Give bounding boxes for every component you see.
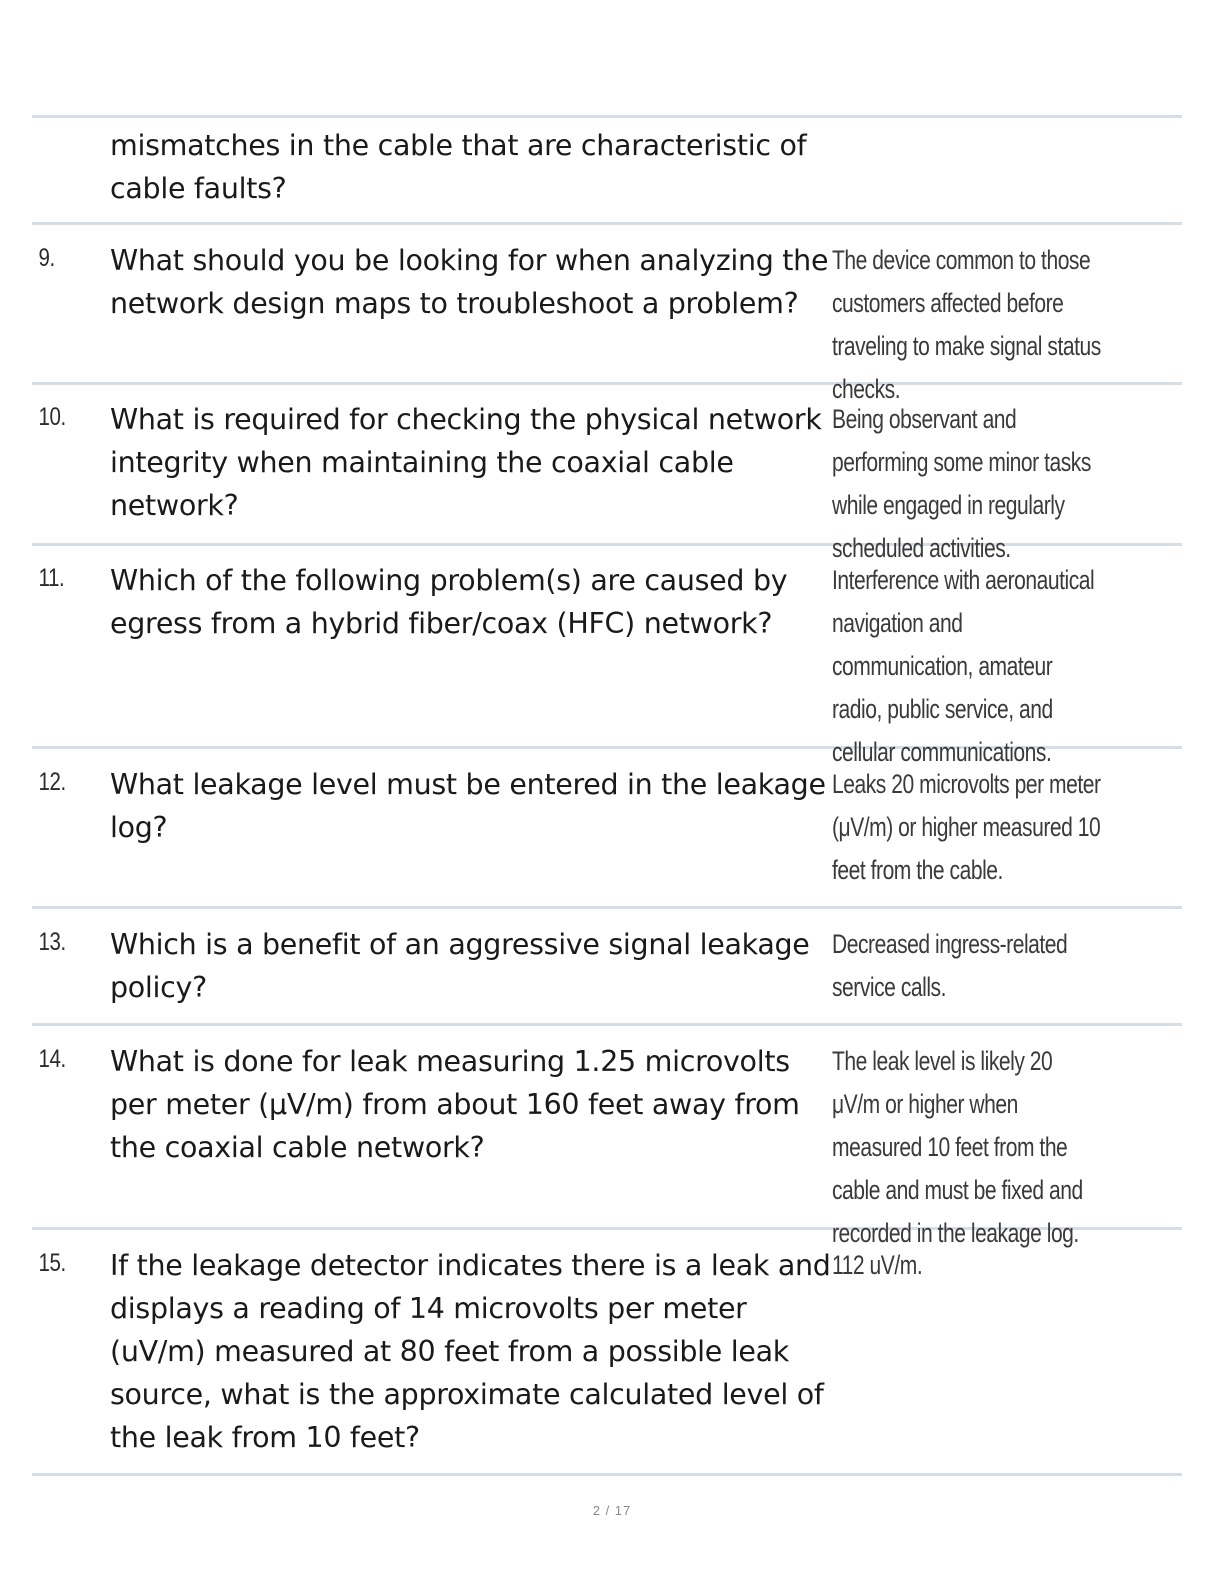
question-number: 10. — [38, 403, 66, 431]
question-number: 9. — [38, 244, 55, 272]
answer-text: Being observant and performing some minor tasks while engaged in regularly scheduled activities. — [832, 404, 1091, 563]
answer-text: The leak level is likely 20 μV/m or higher when measured 10 feet from the cable and must be fixed and recorded in the leakage log. — [832, 1046, 1083, 1248]
page-indicator: 2 / 17 — [592, 1503, 632, 1518]
table-row — [32, 749, 1182, 909]
question-number — [32, 124, 96, 222]
qa-table — [32, 115, 1182, 1476]
question-number: 14. — [38, 1045, 66, 1073]
question-text: What leakage level must be entered in the leakage log? — [110, 768, 826, 844]
question-text: Which is a benefit of an aggressive signal leakage policy? — [110, 928, 810, 1004]
question-number: 15. — [38, 1249, 66, 1277]
question-number: 11. — [38, 564, 65, 592]
table-row — [32, 1230, 1182, 1476]
question-text: mismatches in the cable that are characteristic of cable faults? — [110, 129, 807, 205]
question-text: What is done for leak measuring 1.25 microvolts per meter (μV/m) from about 160 feet away from the coaxial cable network? — [110, 1045, 800, 1164]
answer-text: The device common to those customers affected before traveling to make signal status checks. — [832, 245, 1101, 404]
table-row — [32, 1026, 1182, 1248]
table-row — [32, 909, 1182, 1026]
answer-text: Decreased ingress-related service calls. — [832, 929, 1068, 1002]
question-text: What is required for checking the physical network integrity when maintaining the coaxial cable network? — [110, 403, 822, 522]
question-number: 13. — [38, 928, 66, 956]
question-number: 12. — [38, 768, 66, 796]
table-row — [32, 546, 1182, 767]
answer-text: Leaks 20 microvolts per meter (μV/m) or higher measured 10 feet from the cable. — [832, 769, 1101, 885]
question-text: Which of the following problem(s) are caused by egress from a hybrid fiber/coax (HFC) network? — [110, 564, 788, 640]
table-row — [32, 225, 1182, 404]
answer-text — [832, 124, 1105, 222]
question-text: What should you be looking for when analyzing the network design maps to troubleshoot a problem? — [110, 244, 829, 320]
answer-text: Interference with aeronautical navigation and communication, amateur radio, public service, and cellular communications. — [832, 565, 1095, 767]
question-text: If the leakage detector indicates there is a leak and displays a reading of 14 microvolts per meter (uV/m) measured at 80 feet from a possible leak source, what is the approximate calculated level of the leak from 10 feet? — [110, 1249, 831, 1454]
table-row — [32, 115, 1182, 225]
table-row — [32, 385, 1182, 563]
answer-text: 112 uV/m. — [832, 1250, 923, 1280]
